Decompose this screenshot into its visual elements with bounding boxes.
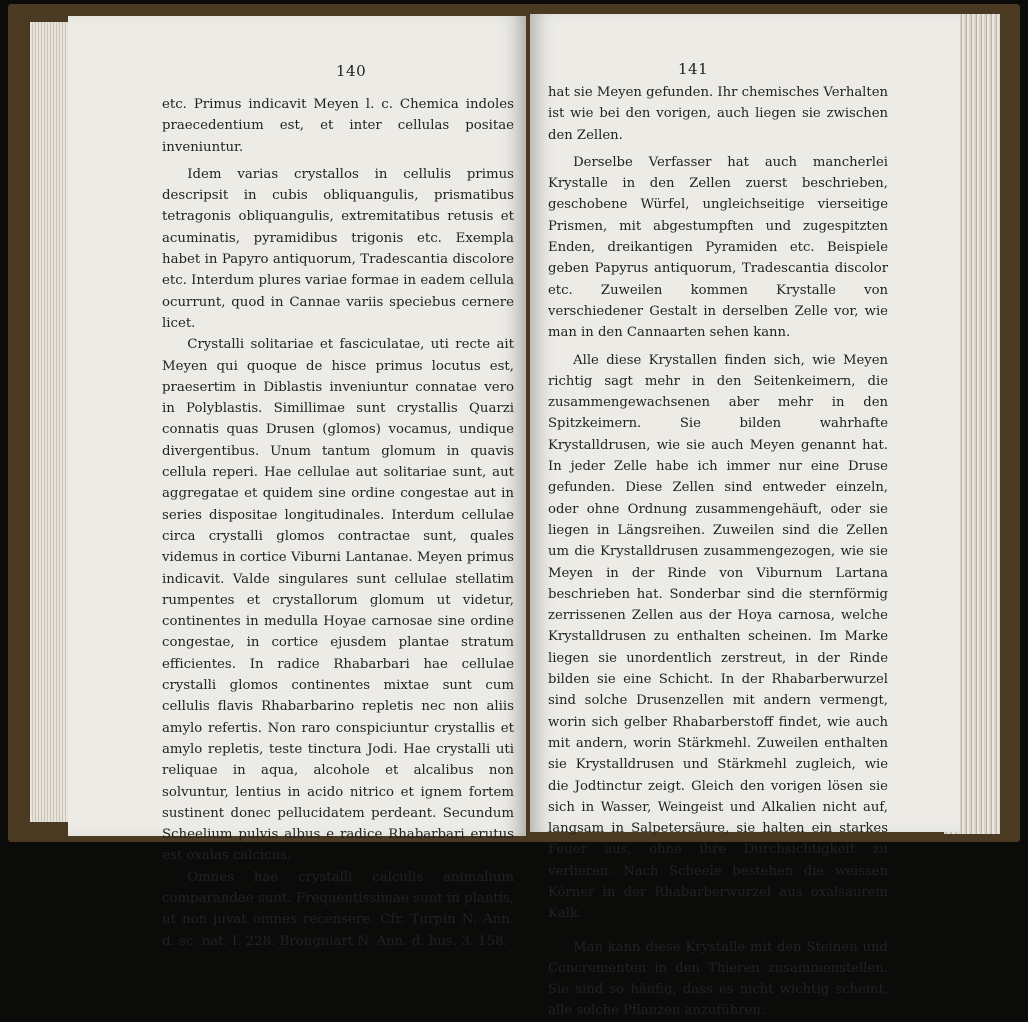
left-page-text [162, 94, 514, 952]
left-page-edges [30, 22, 70, 822]
right-page-text [548, 82, 888, 1022]
right-page-number: 141 [678, 60, 709, 78]
left-paragraph-3: Crystalli solitariae et fasciculatae, uti recte ait Meyen qui quoque de hisce primus locutus est, praesertim in Diblastis inveniuntur connatae vero in Polyblastis. Simillimae sunt crystallis Quarzi connatis quas Drusen (glomos) vocamus, undique divergentibus. Unum tantum glomum in quavis cellula reperi. Hae cellulae aut solitariae sunt, aut aggregatae et quidem sine ordine congestae aut in series dispositae longitudinales. Interdum cellulae circa crystalli glomos contractae sunt, quales videmus in cortice Viburni Lantanae. Meyen primus indicavit. Valde singulares sunt cellulae stellatim rumpentes et crystallorum glomum ut videtur, continentes in medulla Hoyae carnosae sine ordine congestae, in cortice ejusdem plantae stratum efficientes. In radice Rhabarbari hae cellulae crystalli glomos continentes mixtae sunt cum cellulis flavis Rhabarbarino repletis nec non aliis amylo refertis. Non raro conspiciuntur crystallis et amylo repletis, teste tinctura Jodi. Hae crystalli uti reliquae in aqua, alcohole et alcalibus non solvuntur, lentius in acido nitrico et ignem fortem sustinent donec pellucidatem perdeant. Secundum Scheelium pulvis albus e radice Rhabarbari erutus est oxalas calcicus. [162, 337, 514, 864]
left-paragraph-1: etc. Primus indicavit Meyen l. c. Chemica indoles praecedentium est, et inter cellulas positae inveniuntur. [162, 97, 514, 155]
right-page [530, 14, 960, 1019]
left-page-number: 140 [336, 62, 367, 80]
right-paragraph-3: Alle diese Krystallen finden sich, wie Meyen richtig sagt mehr in den Seitenkeimern, die zusammengewachsenen aber mehr in den Spitzkeimern. Sie bilden wahrhafte Krystalldrusen, wie sie auch Meyen genannt hat. In jeder Zelle habe ich immer nur eine Druse gefunden. Diese Zellen sind entweder einzeln, oder ohne Ordnung zusammengehäuft, oder sie liegen in Längsreihen. Zuweilen sind die Zellen um die Krystalldrusen zusammengezogen, wie sie Meyen in der Rinde von Viburnum Lartana beschrieben hat. Sonderbar sind die sternförmig zerrissenen Zellen aus der Hoya carnosa, welche Krystalldrusen zu enthalten scheinen. Im Marke liegen sie unordentlich zerstreut, in der Rinde bilden sie eine Schicht. In der Rhabarberwurzel sind solche Drusenzellen mit andern vermengt, worin sich gelber Rhabarberstoff findet, wie auch mit andern, worin Stärkmehl. Zuweilen enthalten sie Krystalldrusen und Stärkmehl zugleich, wie die Jodtinctur zeigt. Gleich den vorigen lösen sie sich in Wasser, Weingeist und Alkalien nicht auf, langsam in Salpetersäure, sie halten ein starkes Feuer aus, ohne ihre Durchsichtigkeit zu verlieren. Nach Scheele bestehen die weissen Körner in der Rhabarberwurzel aus oxalsaurem Kalk. [548, 352, 888, 922]
right-paragraph-2: Derselbe Verfasser hat auch mancherlei Krystalle in den Zellen zuerst beschrieben, geschobene Würfel, ungleichseitige vierseitige Prismen, mit abgestumpften und zugespitzten Enden, dreikantigen Pyramiden etc. Beispiele geben Papyrus antiquorum, Tradescantia discolor etc. Zuweilen kommen Krystalle von verschiedener Gestalt in derselben Zelle vor, wie man in den Cannaarten sehen kann. [548, 154, 888, 341]
left-paragraph-2: Idem varias crystallos in cellulis primus descripsit in cubis obliquangulis, prismatibus tetragonis obliquangulis, extremitatibus retusis et acuminatis, pyramidibus trigonis etc. Exempla habet in Papyro antiquorum, Tradescantia discolore etc. Interdum plures variae formae in eadem cellula ocurrunt, quod in Cannae variis speciebus cernere licet. [162, 166, 514, 331]
right-paragraph-1: hat sie Meyen gefunden. Ihr chemisches Verhalten ist wie bei den vorigen, auch liegen sie zwischen den Zellen. [548, 85, 888, 143]
open-book [8, 4, 1020, 1019]
left-paragraph-4: Omnes hae crystalli calculis animalium comparandae sunt. Frequentissimae sunt in plantis, ut non juvat omnes recensere. Cfr. Turpin N. Ann. d. sc. nat. I. 228. Brongniart N. Ann. d. hus. 3. 158. [162, 869, 514, 949]
left-page [68, 16, 526, 949]
right-paragraph-4: Man kann diese Krystalle mit den Steinen und Concrementen in den Thieren zusammenstellen. Sie sind so häufig, dass es nicht wichtig scheint, alle solche Pflanzen anzuführen. [548, 939, 888, 1019]
